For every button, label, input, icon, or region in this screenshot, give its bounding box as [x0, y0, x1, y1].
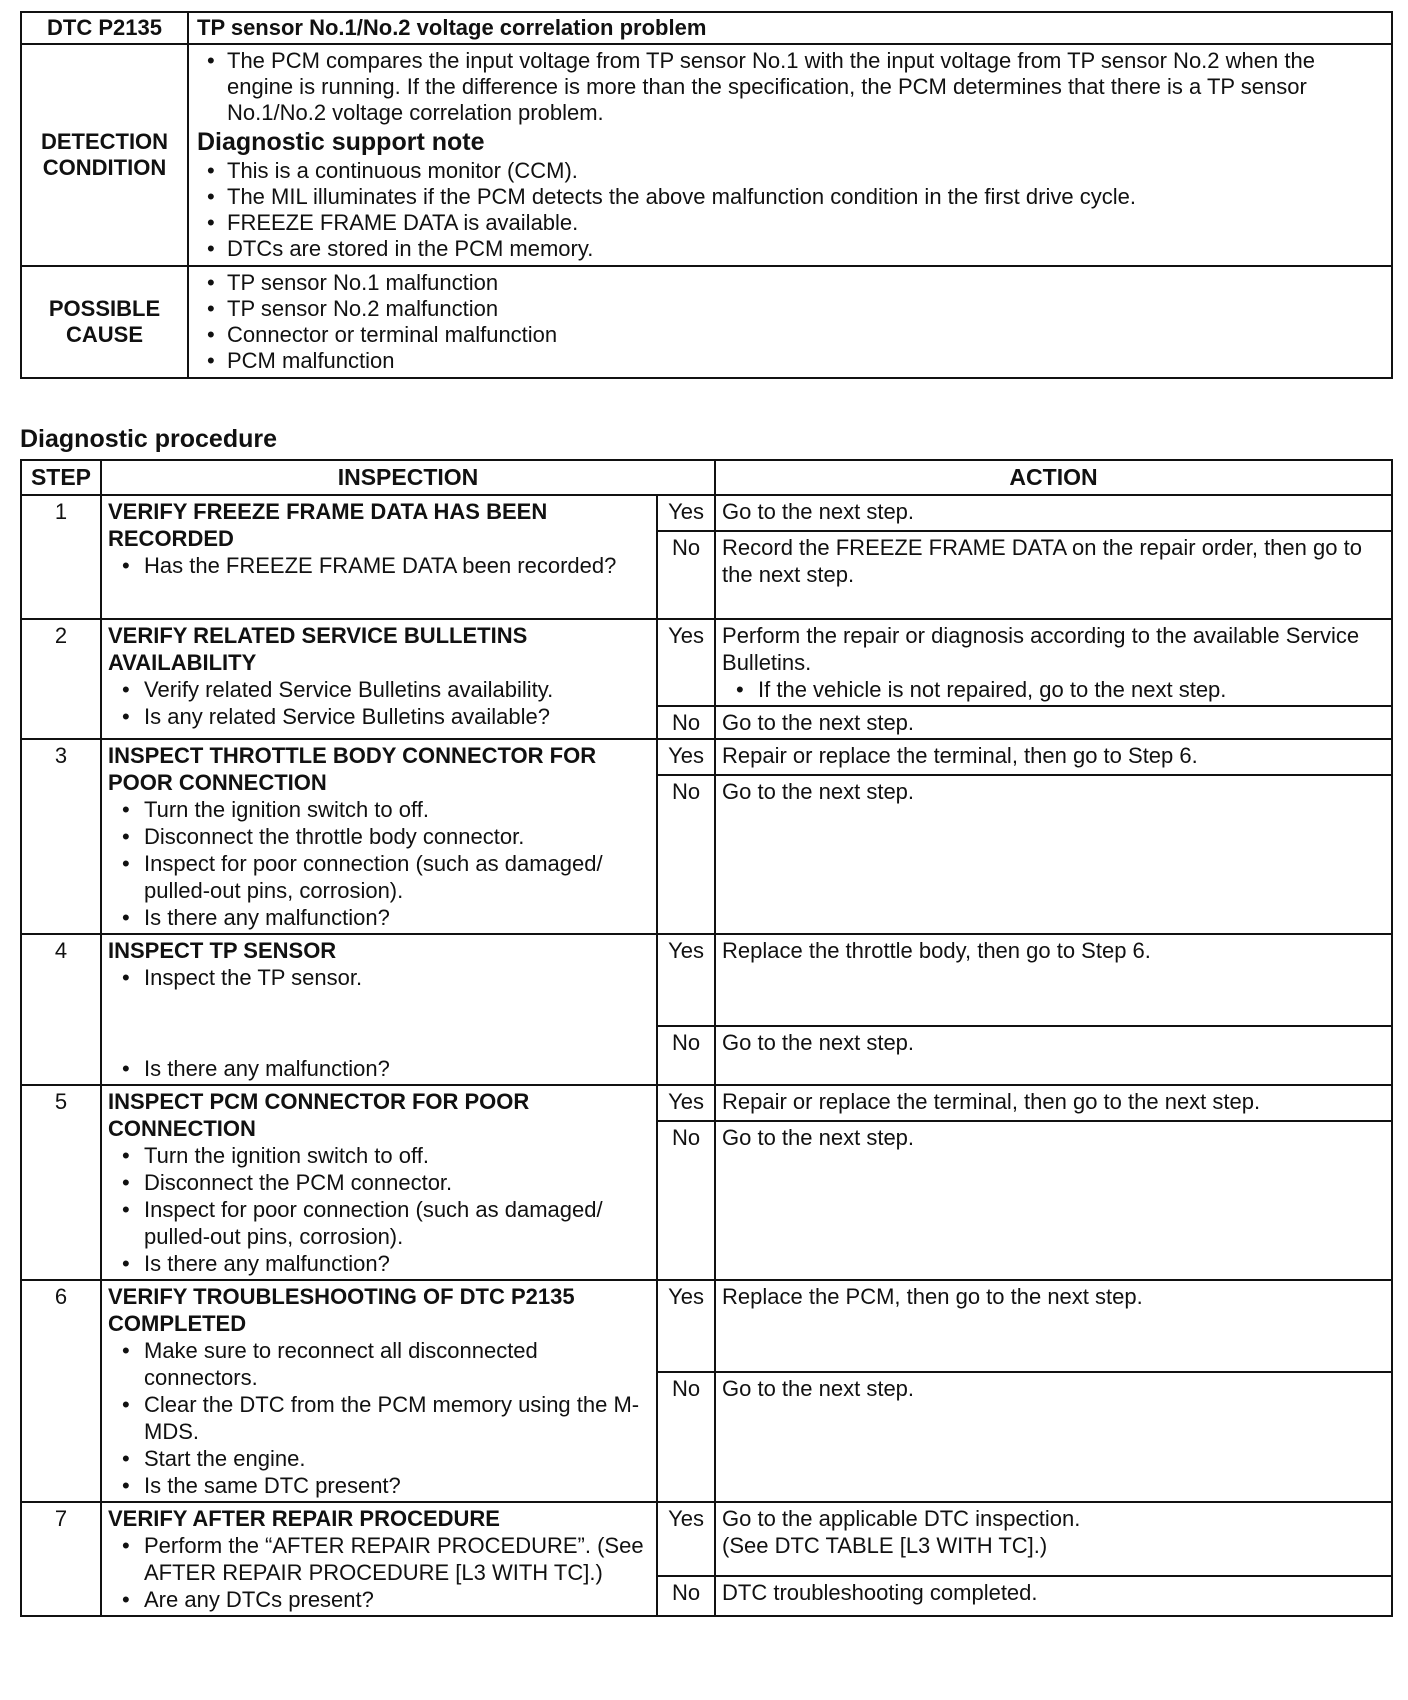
inspection-list — [108, 796, 650, 931]
step-heading: VERIFY RELATED SERVICE BULLETINS AVAILABILITY — [108, 623, 528, 675]
inspection-item: • Are any DTCs present? — [108, 1586, 650, 1613]
step-row — [21, 1502, 1392, 1576]
step-row — [21, 1280, 1392, 1372]
inspection-cell — [101, 495, 657, 619]
step-heading: INSPECT THROTTLE BODY CONNECTOR FOR POOR CONNECTION — [108, 743, 597, 795]
yes-action: Repair or replace the terminal, then go to the next step. — [715, 1085, 1392, 1121]
inspection-list — [108, 964, 650, 1082]
yes-action-line1: Go to the applicable DTC inspection. — [722, 1506, 1081, 1531]
detection-condition-label — [21, 44, 188, 266]
yes-label: Yes — [657, 495, 715, 531]
inspection-cell — [101, 1085, 657, 1280]
step-column-header: STEP — [21, 460, 101, 495]
yes-action-list — [722, 676, 1385, 703]
step-heading: INSPECT TP SENSOR — [108, 938, 337, 963]
no-label: No — [657, 531, 715, 619]
yes-action-cell — [715, 619, 1392, 706]
possible-cause-content — [188, 266, 1392, 378]
step-number: 1 — [21, 495, 101, 619]
inspection-item: • Disconnect the throttle body connector. — [108, 823, 650, 850]
support-note-item: • This is a continuous monitor (CCM). — [197, 158, 1385, 184]
no-action: DTC troubleshooting completed. — [715, 1576, 1392, 1616]
inspection-item: • Disconnect the PCM connector. — [108, 1169, 650, 1196]
no-label: No — [657, 1576, 715, 1616]
support-note-list — [197, 158, 1385, 262]
yes-label: Yes — [657, 1085, 715, 1121]
step-heading: VERIFY FREEZE FRAME DATA HAS BEEN RECORDED — [108, 499, 548, 551]
no-action: Record the FREEZE FRAME DATA on the repair order, then go to the next step. — [715, 531, 1392, 619]
cause-item: • Connector or terminal malfunction — [197, 322, 1385, 348]
procedure-header-row — [21, 460, 1392, 495]
yes-action: Repair or replace the terminal, then go to Step 6. — [715, 739, 1392, 775]
cause-item: • TP sensor No.1 malfunction — [197, 270, 1385, 296]
inspection-item: • Is any related Service Bulletins available? — [108, 703, 650, 730]
detection-text-list — [197, 48, 1385, 126]
inspection-list — [108, 1532, 650, 1613]
step-number: 6 — [21, 1280, 101, 1502]
inspection-item: • Has the FREEZE FRAME DATA been recorded? — [108, 552, 650, 579]
inspection-item: • Inspect for poor connection (such as damaged/ pulled-out pins, corrosion). — [108, 1196, 650, 1250]
dtc-info-table — [20, 11, 1393, 379]
no-action: Go to the next step. — [715, 1026, 1392, 1085]
step-row — [21, 739, 1392, 775]
inspection-list — [108, 552, 650, 579]
inspection-item: • Inspect the TP sensor. — [108, 964, 650, 991]
cause-label-line2: CAUSE — [65, 322, 143, 347]
inspection-cell — [101, 1502, 657, 1616]
inspection-cell — [101, 619, 657, 739]
yes-label: Yes — [657, 619, 715, 706]
step-heading: INSPECT PCM CONNECTOR FOR POOR CONNECTION — [108, 1089, 530, 1141]
yes-action-cell — [715, 1502, 1392, 1576]
inspection-list — [108, 676, 650, 730]
yes-action: Replace the throttle body, then go to Step 6. — [715, 934, 1392, 1026]
detection-condition-content — [188, 44, 1392, 266]
support-note-heading: Diagnostic support note — [197, 128, 485, 156]
step-number: 4 — [21, 934, 101, 1085]
cause-label-line1: POSSIBLE — [48, 296, 161, 321]
yes-label: Yes — [657, 1280, 715, 1372]
inspection-item: • Is there any malfunction? — [108, 1055, 650, 1082]
yes-label: Yes — [657, 739, 715, 775]
no-label: No — [657, 1121, 715, 1280]
inspection-item: • Start the engine. — [108, 1445, 650, 1472]
possible-cause-row — [21, 266, 1392, 378]
yes-action: Perform the repair or diagnosis according to the available Service Bulletins. — [722, 623, 1360, 675]
inspection-column-header: INSPECTION — [101, 460, 715, 495]
inspection-cell — [101, 739, 657, 934]
yes-label: Yes — [657, 1502, 715, 1576]
yes-action-line2: (See DTC TABLE [L3 WITH TC].) — [722, 1533, 1048, 1558]
procedure-table — [20, 459, 1393, 1617]
cause-list — [197, 270, 1385, 374]
inspection-item: • Inspect for poor connection (such as damaged/ pulled-out pins, corrosion). — [108, 850, 650, 904]
no-label: No — [657, 706, 715, 739]
no-label: No — [657, 1026, 715, 1085]
support-note-item: • FREEZE FRAME DATA is available. — [197, 210, 1385, 236]
possible-cause-label — [21, 266, 188, 378]
support-note-item: • DTCs are stored in the PCM memory. — [197, 236, 1385, 262]
step-number: 2 — [21, 619, 101, 739]
inspection-item: • Turn the ignition switch to off. — [108, 1142, 650, 1169]
cause-item: • PCM malfunction — [197, 348, 1385, 374]
detection-label-line2: CONDITION — [42, 155, 167, 180]
step-row — [21, 619, 1392, 706]
step-number: 3 — [21, 739, 101, 934]
step-number: 5 — [21, 1085, 101, 1280]
inspection-item: • Turn the ignition switch to off. — [108, 796, 650, 823]
inspection-cell — [101, 1280, 657, 1502]
no-label: No — [657, 775, 715, 934]
inspection-item: • Verify related Service Bulletins availability. — [108, 676, 650, 703]
action-column-header: ACTION — [715, 460, 1392, 495]
inspection-cell — [101, 934, 657, 1085]
support-note-item: • The MIL illuminates if the PCM detects the above malfunction condition in the first drive cycle. — [197, 184, 1385, 210]
no-action: Go to the next step. — [715, 1121, 1392, 1280]
inspection-item: • Is there any malfunction? — [108, 1250, 650, 1277]
detection-condition-row — [21, 44, 1392, 266]
inspection-item: • Clear the DTC from the PCM memory using the M-MDS. — [108, 1391, 650, 1445]
no-label: No — [657, 1372, 715, 1502]
step-row — [21, 934, 1392, 1026]
no-action: Go to the next step. — [715, 775, 1392, 934]
inspection-item: • Make sure to reconnect all disconnected connectors. — [108, 1337, 650, 1391]
no-action: Go to the next step. — [715, 1372, 1392, 1502]
procedure-title: Diagnostic procedure — [20, 425, 277, 453]
step-heading: VERIFY TROUBLESHOOTING OF DTC P2135 COMPLETED — [108, 1284, 575, 1336]
dtc-title-row — [21, 12, 1392, 44]
dtc-code: DTC P2135 — [21, 12, 188, 44]
detection-label-line1: DETECTION — [40, 129, 169, 154]
no-action: Go to the next step. — [715, 706, 1392, 739]
inspection-list — [108, 1142, 650, 1277]
inspection-item: • Is there any malfunction? — [108, 904, 650, 931]
yes-action-item: • If the vehicle is not repaired, go to the next step. — [722, 676, 1385, 703]
inspection-item: • Perform the “AFTER REPAIR PROCEDURE”. (See AFTER REPAIR PROCEDURE [L3 WITH TC].) — [108, 1532, 650, 1586]
inspection-list — [108, 1337, 650, 1499]
inspection-item: • Is the same DTC present? — [108, 1472, 650, 1499]
step-number: 7 — [21, 1502, 101, 1616]
dtc-title: TP sensor No.1/No.2 voltage correlation problem — [188, 12, 1392, 44]
yes-action: Go to the next step. — [715, 495, 1392, 531]
step-row — [21, 1085, 1392, 1121]
yes-action: Replace the PCM, then go to the next step. — [715, 1280, 1392, 1372]
step-heading: VERIFY AFTER REPAIR PROCEDURE — [108, 1506, 500, 1531]
detection-text: • The PCM compares the input voltage from TP sensor No.1 with the input voltage from TP sensor No.2 when the engine is running. If the difference is more than the specification, the PCM determines that there is a TP sensor No.1/No.2 voltage correlation problem. — [197, 48, 1385, 126]
step-row — [21, 495, 1392, 531]
yes-label: Yes — [657, 934, 715, 1026]
cause-item: • TP sensor No.2 malfunction — [197, 296, 1385, 322]
